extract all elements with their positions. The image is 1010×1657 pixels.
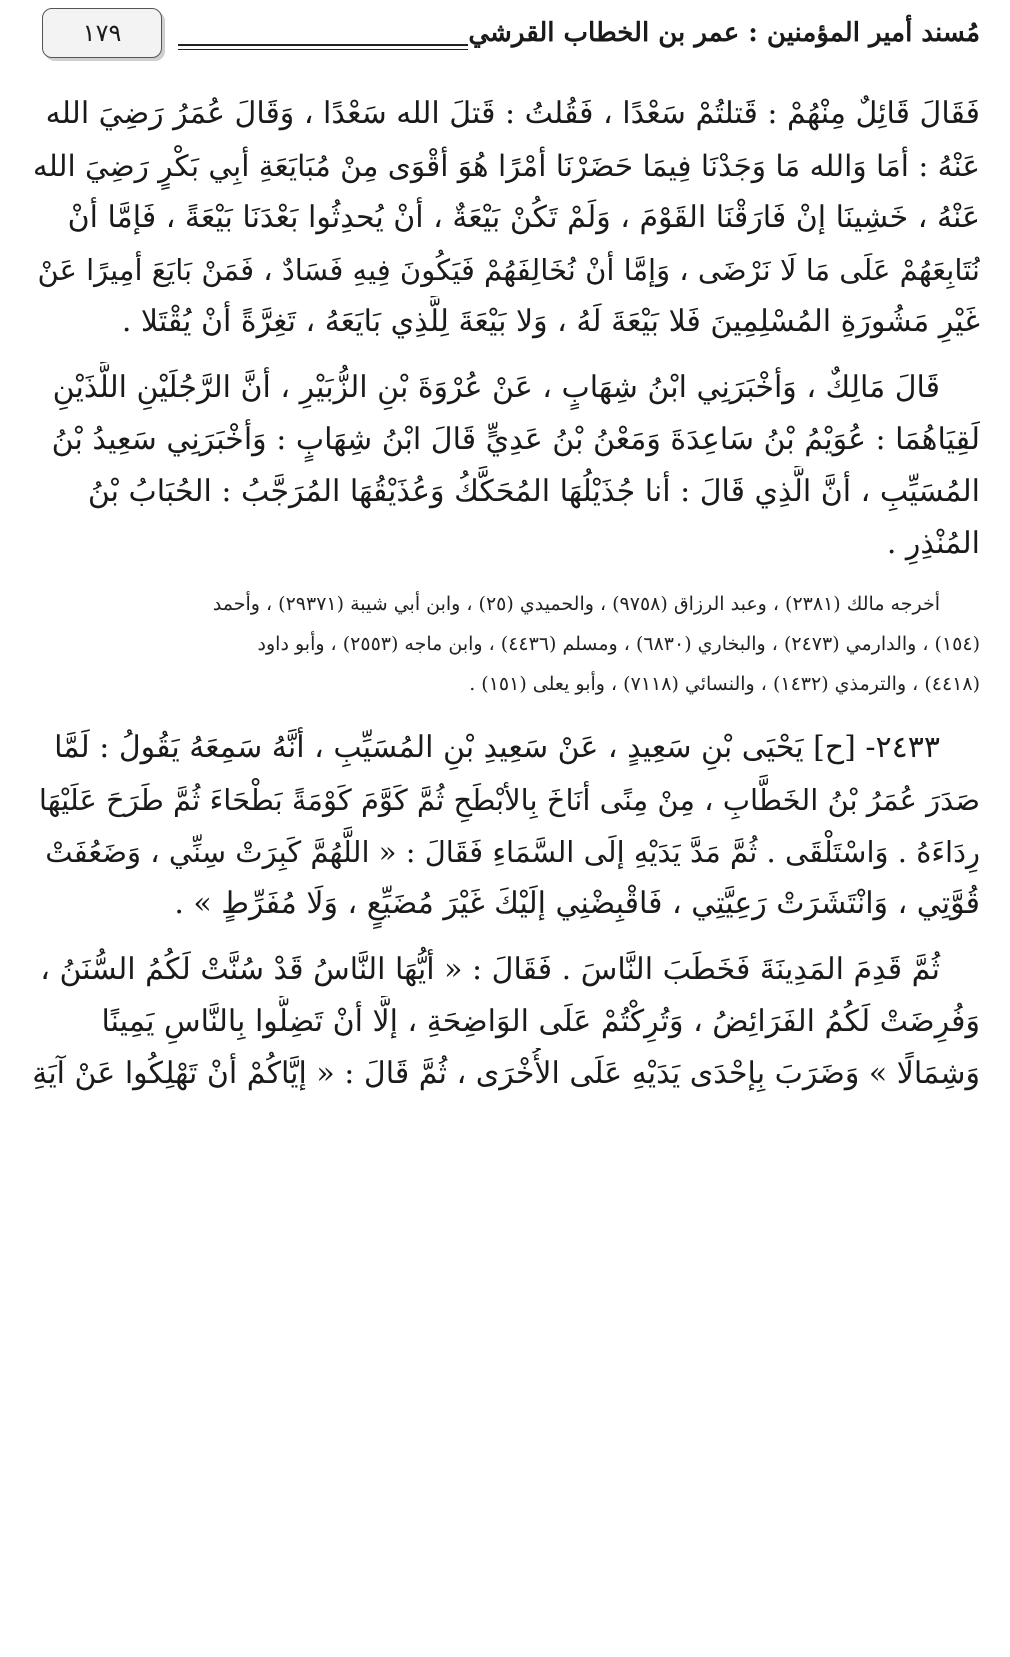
page-number: ١٧٩: [82, 19, 122, 47]
paragraph-2: [30, 362, 980, 570]
text-line: قُوَّتِي ، وَانْتَشَرَتْ رَعِيَّتِي ، فَاقْبِضْنِي إلَيْكَ غَيْرَ مُضَيِّعٍ ، وَلَا مُفَرِّطٍ » .: [174, 886, 980, 921]
document-page: [30, 0, 982, 1657]
text-line: عَنْهُ : أمَا وَالله مَا وَجَدْنَا فِيمَا حَضَرْنَا أمْرًا هُوَ أقْوَى مِنْ مُبَايَعَةِ أبِي بَكْرٍ رَضِيَ الله: [32, 149, 980, 183]
text-line: غَيْرِ مَشُورَةِ المُسْلِمِينَ فَلا بَيْعَةَ لَهُ ، وَلا بَيْعَةَ لِلَّذِي بَايَعَهُ ، تَغِرَّةً أنْ يُقْتَلا .: [121, 304, 980, 339]
text-line: لَقِيَاهُمَا : عُوَيْمُ بْنُ سَاعِدَةَ وَمَعْنُ بْنُ عَدِيٍّ قَالَ ابْنُ شِهَابٍ : وَأخْبَرَنِي سَعِيدُ بْنُ: [51, 422, 980, 457]
text-line: ثُمَّ قَدِمَ المَدِينَةَ فَخَطَبَ النَّاسَ . فَقَالَ : « أيُّهَا النَّاسُ قَدْ سُنَّتْ لَكُمُ السُّنَنُ ،: [40, 952, 940, 987]
footnote-line: (١٥٤) ، والدارمي (٢٤٧٣) ، والبخاري (٦٨٣٠) ، ومسلم (٤٤٣٦) ، وابن ماجه (٢٥٥٣) ، وأبو داود: [257, 633, 980, 655]
page-header: [30, 8, 982, 64]
text-line: قَالَ مَالِكٌ ، وَأخْبَرَنِي ابْنُ شِهَابٍ ، عَنْ عُرْوَةَ بْنِ الزُّبَيْرِ ، أنَّ الرَّجُلَيْنِ اللَّذَيْنِ: [52, 370, 940, 405]
header-rule: [178, 44, 468, 50]
paragraph-hadith-2433: [30, 722, 980, 930]
running-title: مُسند أمير المؤمنين : عمر بن الخطاب القرشي: [468, 18, 980, 48]
text-line: المُنْذِرِ .: [886, 526, 980, 561]
footnote-line: أخرجه مالك (٢٣٨١) ، وعبد الرزاق (٩٧٥٨) ، والحميدي (٢٥) ، وابن أبي شيبة (٢٩٣٧١) ، وأحمد: [212, 593, 940, 615]
text-line: وَفُرِضَتْ لَكُمُ الفَرَائِضُ ، وَتُرِكْتُمْ عَلَى الوَاضِحَةِ ، إلَّا أنْ تَضِلُّوا بِالنَّاسِ يَمِينًا: [101, 1004, 980, 1039]
body-text: [30, 88, 980, 1100]
text-line: ٢٤٣٣- [ح] يَحْيَى بْنِ سَعِيدٍ ، عَنْ سَعِيدِ بْنِ المُسَيِّبِ ، أنَّهُ سَمِعَهُ يَقُولُ : لَمَّا: [54, 730, 940, 765]
text-line: رِدَاءَهُ . وَاسْتَلْقَى . ثُمَّ مَدَّ يَدَيْهِ إلَى السَّمَاءِ فَقَالَ : « اللَّهُمَّ كَبِرَتْ سِنِّي ، وَضَعُفَتْ: [45, 835, 980, 869]
text-line: صَدَرَ عُمَرُ بْنُ الخَطَّابِ ، مِنْ مِنًى أنَاخَ بِالأبْطَحِ ثُمَّ كَوَّمَ كَوْمَةً بَطْحَاءَ ثُمَّ طَرَحَ عَلَيْهَا: [38, 783, 980, 817]
text-line: وَشِمَالًا » وَضَرَبَ بِإحْدَى يَدَيْهِ عَلَى الأُخْرَى ، ثُمَّ قَالَ : « إيَّاكُمْ أنْ تَهْلِكُوا عَنْ آيَةِ: [32, 1056, 980, 1091]
text-line: عَنْهُ ، خَشِينَا إنْ فَارَقْنَا القَوْمَ ، وَلَمْ تَكُنْ بَيْعَةٌ ، أنْ يُحدِثُوا بَعْدَنَا بَيْعَةً ، فَإمَّا أنْ: [67, 200, 980, 235]
paragraph-4: [30, 944, 980, 1100]
footnote: [30, 584, 980, 704]
text-line: المُسَيِّبِ ، أنَّ الَّذِي قَالَ : أنا جُذَيْلُهَا المُحَكَّكُ وَعُذَيْقُهَا المُرَجَّبُ : الحُبَابُ بْنُ: [87, 474, 980, 509]
text-line: فَقَالَ قَائِلٌ مِنْهُمْ : قَتلتُمْ سَعْدًا ، فَقُلتُ : قَتلَ الله سَعْدًا ، وَقَالَ عُمَرُ رَضِيَ الله: [45, 96, 980, 131]
text-line: نُتَابِعَهُمْ عَلَى مَا لَا نَرْضَى ، وَإمَّا أنْ نُخَالِفَهُمْ فَيَكُونَ فِيهِ فَسَادٌ ، فَمَنْ بَايَعَ أمِيرًا عَنْ: [37, 253, 980, 287]
page-number-box: [42, 8, 162, 58]
footnote-line: (٤٤١٨) ، والترمذي (١٤٣٢) ، والنسائي (٧١١٨) ، وأبو يعلى (١٥١) .: [469, 673, 980, 695]
paragraph-1: [30, 88, 980, 348]
